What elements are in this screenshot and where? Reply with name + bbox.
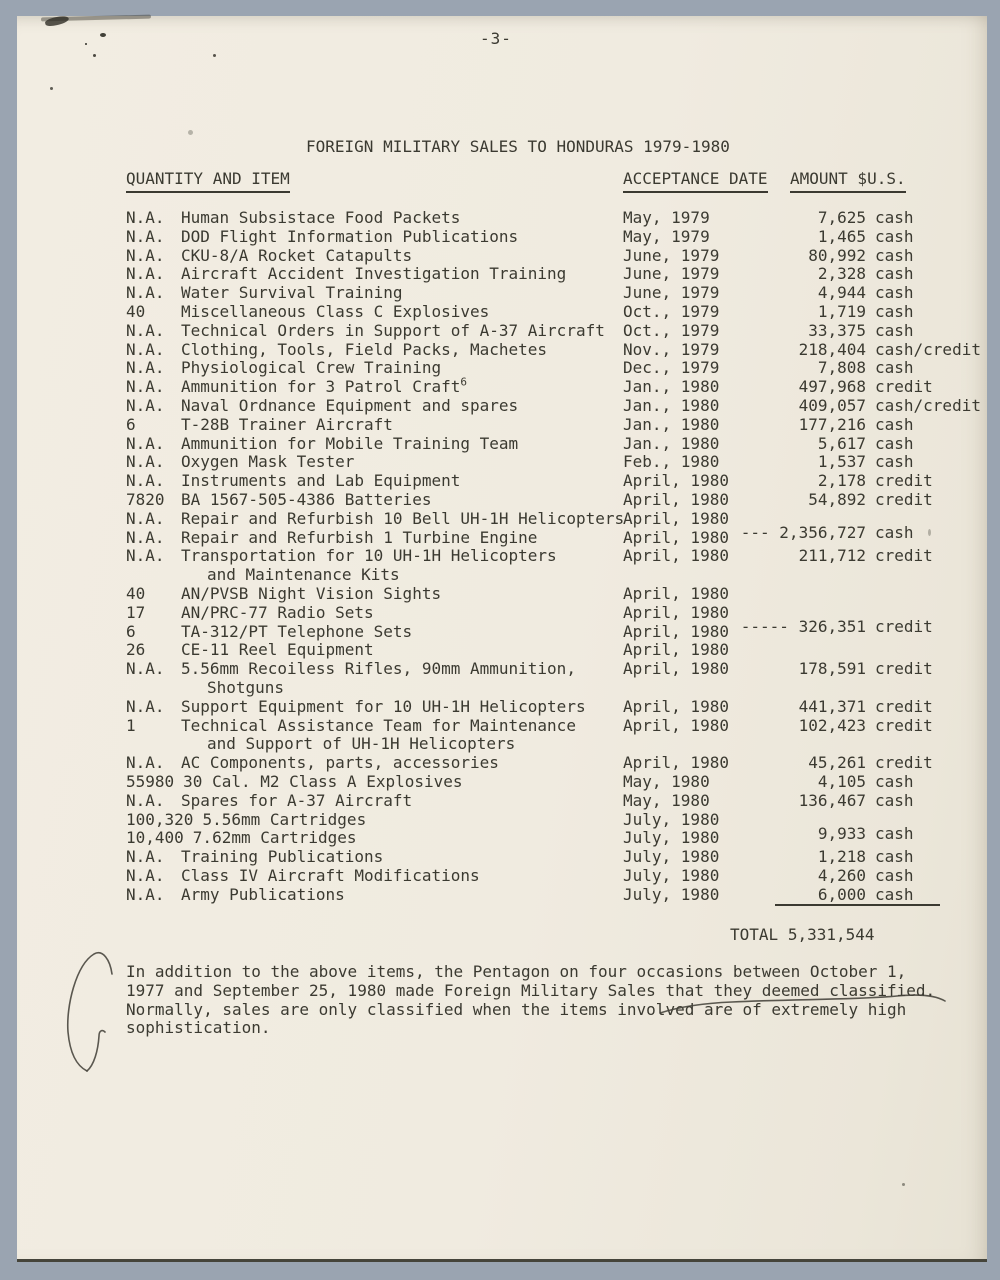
item-description: BA 1567-505-4386 Batteries: [181, 489, 432, 509]
quantity-value: N.A.: [126, 433, 165, 453]
quantity-item-cell: [126, 585, 441, 604]
table-row: [17, 886, 987, 905]
column-header-quantity-item: QUANTITY AND ITEM: [126, 169, 290, 193]
table-row-continuation: [17, 735, 987, 754]
acceptance-date-value: April, 1980: [623, 602, 729, 622]
table-row: [17, 341, 987, 360]
quantity-value: N.A.: [126, 790, 165, 810]
acceptance-date-value: April, 1980: [623, 583, 729, 603]
item-description: Support Equipment for 10 UH-1H Helicopters: [181, 696, 586, 716]
quantity-value: N.A.: [126, 659, 165, 679]
quantity-item-cell: [126, 491, 431, 510]
table-row: [17, 228, 987, 247]
table-row: [17, 397, 987, 416]
acceptance-date-value: Oct., 1979: [623, 301, 720, 321]
item-continuation-text: and Support of UH-1H Helicopters: [207, 734, 516, 754]
acceptance-date-value: Jan., 1980: [623, 377, 720, 397]
amount-value: 7,808: [817, 358, 866, 378]
acceptance-date-value: April, 1980: [623, 546, 729, 566]
amount-value: 45,261: [808, 753, 866, 773]
item-description: Miscellaneous Class C Explosives: [181, 301, 490, 321]
document-page: [17, 16, 987, 1262]
table-row: [17, 867, 987, 886]
quantity-item-cell: [126, 322, 605, 341]
item-description: TA-312/PT Telephone Sets: [181, 621, 413, 641]
payment-type: cash: [875, 790, 914, 810]
acceptance-date-value: Oct., 1979: [623, 320, 720, 340]
acceptance-date-value: April, 1980: [623, 753, 729, 773]
quantity-value: N.A.: [126, 377, 165, 397]
amount-value: 33,375: [808, 320, 866, 340]
table-row-continuation: [17, 679, 987, 698]
acceptance-date-value: April, 1980: [623, 527, 729, 547]
ink-speck: [213, 54, 216, 57]
quantity-value: 26: [126, 640, 146, 660]
payment-type: credit: [875, 377, 933, 397]
table-row: [17, 209, 987, 228]
note-line: sophistication.: [126, 1018, 271, 1038]
quantity-value: 10,400: [126, 828, 184, 848]
item-description: Instruments and Lab Equipment: [181, 471, 461, 491]
table-row-continuation: [17, 566, 987, 585]
item-description: Naval Ordnance Equipment and spares: [181, 395, 519, 415]
acceptance-date-value: July, 1980: [623, 865, 720, 885]
ink-speck: [188, 130, 193, 135]
quantity-value: N.A.: [126, 696, 165, 716]
payment-type: cash: [875, 358, 914, 378]
quantity-value: 100,320: [126, 809, 194, 829]
amount-value: 136,467: [798, 790, 866, 810]
payment-type: cash: [875, 283, 914, 303]
handwritten-margin-bracket-tail: [87, 1031, 105, 1071]
payment-type: cash: [875, 523, 914, 543]
item-description: Repair and Refurbish 10 Bell UH-1H Helicopters: [181, 508, 625, 528]
quantity-value: N.A.: [126, 283, 165, 303]
table-row: [17, 660, 987, 679]
item-description: Technical Assistance Team for Maintenance: [181, 715, 576, 735]
table-row: [17, 375, 987, 397]
quantity-value: N.A.: [126, 358, 165, 378]
acceptance-date-value: Dec., 1979: [623, 358, 720, 378]
acceptance-date-value: June, 1979: [623, 283, 720, 303]
item-description: 30 Cal. M2 Class A Explosives: [183, 771, 463, 791]
quantity-value: N.A.: [126, 471, 165, 491]
acceptance-date-value: April, 1980: [623, 659, 729, 679]
table-row: [17, 247, 987, 266]
payment-type: cash: [875, 771, 914, 791]
amount-value: 9,933: [817, 824, 866, 843]
amount-value: ----- 326,351: [740, 617, 866, 637]
quantity-item-cell: [126, 375, 467, 397]
quantity-value: N.A.: [126, 508, 165, 528]
quantity-item-cell: [126, 397, 518, 416]
total-line: [730, 925, 875, 944]
amount-value: 4,105: [817, 771, 866, 791]
table-row: [17, 491, 987, 510]
amount-value: 211,712: [798, 546, 866, 566]
quantity-value: 1: [126, 715, 136, 735]
acceptance-date-value: Jan., 1980: [623, 414, 720, 434]
table-row: [17, 717, 987, 736]
quantity-item-cell: [126, 303, 489, 322]
quantity-value: 6: [126, 621, 136, 641]
amount-value: 2,178: [817, 471, 866, 491]
amount-value: 178,591: [798, 659, 866, 679]
item-description: Technical Orders in Support of A-37 Aircraft: [181, 320, 605, 340]
table-row: [17, 585, 987, 604]
payment-type: credit: [875, 696, 933, 716]
quantity-value: N.A.: [126, 753, 165, 773]
grouped-amount: [17, 825, 987, 844]
quantity-item-cell: [126, 886, 345, 905]
ink-speck: [85, 43, 87, 45]
item-description: Ammunition for Mobile Training Team: [181, 433, 519, 453]
payment-type: cash: [875, 865, 914, 885]
table-row: [17, 698, 987, 717]
item-description: Physiological Crew Training: [181, 358, 442, 378]
quantity-value: 55980: [126, 771, 175, 791]
quantity-item-cell: [126, 228, 518, 247]
payment-type: cash: [875, 245, 914, 265]
table-row: [17, 435, 987, 454]
payment-type: credit: [875, 715, 933, 735]
amount-value: 5,617: [817, 433, 866, 453]
item-description: Water Survival Training: [181, 283, 403, 303]
item-description: Oxygen Mask Tester: [181, 452, 355, 472]
acceptance-date-value: May, 1979: [623, 208, 710, 227]
item-description: AN/PVSB Night Vision Sights: [181, 583, 442, 603]
note-line: In addition to the above items, the Pentagon on four occasions between October 1,: [126, 962, 907, 981]
amount-value: 1,537: [817, 452, 866, 472]
quantity-value: N.A.: [126, 208, 165, 227]
quantity-item-cell: [126, 867, 480, 886]
payment-type: cash/credit: [875, 339, 981, 359]
amount-value: 4,260: [817, 865, 866, 885]
amount-value: 409,057: [798, 395, 866, 415]
payment-type: credit: [875, 471, 933, 491]
acceptance-date-value: April, 1980: [623, 621, 729, 641]
table-row: [17, 754, 987, 773]
payment-type: cash: [875, 847, 914, 867]
amount-value: 177,216: [798, 414, 866, 434]
quantity-item-cell: [126, 754, 499, 773]
amount-value: 1,218: [817, 847, 866, 867]
quantity-item-cell: [126, 341, 547, 360]
table-row: [17, 472, 987, 491]
acceptance-date-value: June, 1979: [623, 264, 720, 284]
item-description: Training Publications: [181, 847, 384, 867]
acceptance-date-value: April, 1980: [623, 640, 729, 660]
item-description: Transportation for 10 UH-1H Helicopters: [181, 546, 557, 566]
payment-type: cash: [875, 452, 914, 472]
total-value: 5,331,544: [787, 925, 875, 944]
payment-type: cash: [875, 226, 914, 246]
total-label: TOTAL: [730, 925, 779, 944]
item-continuation-text: and Maintenance Kits: [207, 565, 400, 585]
amount-value: 80,992: [808, 245, 866, 265]
amount-value: 441,371: [798, 696, 866, 716]
item-description: Ammunition for 3 Patrol Craft$^6$: [181, 375, 467, 397]
item-description: Aircraft Accident Investigation Training: [181, 264, 567, 284]
payment-type: cash: [875, 884, 914, 904]
note-line: 1977 and September 25, 1980 made Foreign Military Sales that they deemed classified.: [126, 980, 936, 1000]
table-row: [17, 773, 987, 792]
acceptance-date-value: Nov., 1979: [623, 339, 720, 359]
payment-type: cash: [875, 320, 914, 340]
quantity-value: 7820: [126, 489, 165, 509]
payment-type: cash: [875, 824, 914, 843]
amount-value: 218,404: [798, 339, 866, 359]
table-row: [17, 848, 987, 867]
item-description: AN/PRC-77 Radio Sets: [181, 602, 374, 622]
amount-value: 6,000: [817, 884, 866, 904]
amount-value: 1,465: [817, 226, 866, 246]
page-title: FOREIGN MILITARY SALES TO HONDURAS 1979-1980: [306, 137, 730, 156]
quantity-value: N.A.: [126, 264, 165, 284]
quantity-item-cell: [126, 641, 374, 660]
item-continuation-text: Shotguns: [207, 677, 285, 697]
quantity-item-cell: [126, 660, 576, 679]
quantity-value: 40: [126, 583, 146, 603]
acceptance-date-value: May, 1980: [623, 790, 710, 810]
footnote-reference: 6: [460, 375, 467, 389]
amount-value: --- 2,356,727: [740, 523, 866, 543]
quantity-item-cell: [126, 284, 403, 303]
quantity-item-cell: [126, 848, 383, 867]
table-row: [17, 303, 987, 322]
acceptance-date-value: April, 1980: [623, 715, 729, 735]
table-row: [17, 322, 987, 341]
payment-type: cash: [875, 264, 914, 284]
payment-type: credit: [875, 753, 933, 773]
payment-type: credit: [875, 489, 933, 509]
quantity-item-cell: [126, 547, 557, 566]
quantity-item-cell: [126, 792, 412, 811]
note-line: Normally, sales are only classified when the items involved are of extremely high: [126, 999, 907, 1019]
table-row: [17, 641, 987, 660]
payment-type: cash: [875, 433, 914, 453]
item-description: Army Publications: [181, 884, 345, 904]
amount-value: 497,968: [798, 377, 866, 397]
grouped-amount: [17, 524, 987, 543]
acceptance-date-value: April, 1980: [623, 508, 729, 528]
quantity-item-cell: [126, 416, 393, 435]
payment-type: credit: [875, 659, 933, 679]
quantity-item-cell: [126, 717, 576, 736]
item-description: Spares for A-37 Aircraft: [181, 790, 413, 810]
note-paragraph: [126, 963, 935, 1038]
column-header-amount: AMOUNT $U.S.: [790, 169, 906, 193]
quantity-item-cell: [126, 698, 586, 717]
quantity-value: N.A.: [126, 452, 165, 472]
acceptance-date-value: April, 1980: [623, 471, 729, 491]
acceptance-date-value: May, 1979: [623, 226, 710, 246]
amount-column-rule: [775, 904, 940, 906]
item-description: CE-11 Reel Equipment: [181, 640, 374, 660]
acceptance-date-value: Jan., 1980: [623, 395, 720, 415]
page-number: -3-: [480, 29, 512, 48]
item-description: 7.62mm Cartridges: [192, 828, 357, 848]
ink-speck: [50, 87, 53, 90]
acceptance-date-value: May, 1980: [623, 771, 710, 791]
acceptance-date-value: April, 1980: [623, 696, 729, 716]
payment-type: cash: [875, 301, 914, 321]
quantity-value: N.A.: [126, 339, 165, 359]
ink-speck: [93, 54, 96, 57]
payment-type: credit: [875, 546, 933, 566]
quantity-item-cell: [126, 773, 463, 792]
item-description: Class IV Aircraft Modifications: [181, 865, 480, 885]
table-row: [17, 265, 987, 284]
acceptance-date-value: June, 1979: [623, 245, 720, 265]
quantity-item-cell: [126, 209, 460, 228]
quantity-value: 40: [126, 301, 146, 321]
quantity-item-cell: [126, 247, 412, 266]
column-header-acceptance-date: ACCEPTANCE DATE: [623, 169, 768, 193]
quantity-value: N.A.: [126, 245, 165, 265]
item-description: CKU-8/A Rocket Catapults: [181, 245, 413, 265]
amount-value: 7,625: [817, 208, 866, 227]
quantity-value: 6: [126, 414, 136, 434]
item-description: T-28B Trainer Aircraft: [181, 414, 393, 434]
acceptance-date-value: July, 1980: [623, 884, 720, 904]
quantity-item-cell: [126, 265, 566, 284]
item-description: Clothing, Tools, Field Packs, Machetes: [181, 339, 548, 359]
acceptance-date-value: July, 1980: [623, 847, 720, 867]
item-description: 5.56mm Cartridges: [202, 809, 367, 829]
sales-table: [17, 209, 987, 904]
quantity-item-cell: [126, 435, 518, 454]
quantity-item-cell: [126, 472, 460, 491]
item-description: Human Subsistace Food Packets: [181, 208, 461, 227]
payment-type: cash: [875, 414, 914, 434]
acceptance-date-value: Jan., 1980: [623, 433, 720, 453]
acceptance-date-value: April, 1980: [623, 489, 729, 509]
quantity-item-cell: [126, 359, 441, 378]
grouped-amount: [17, 618, 987, 637]
quantity-value: N.A.: [126, 320, 165, 340]
ink-speck: [100, 33, 106, 37]
amount-value: 4,944: [817, 283, 866, 303]
quantity-value: N.A.: [126, 527, 165, 547]
item-description: 5.56mm Recoiless Rifles, 90mm Ammunition,: [181, 659, 576, 679]
quantity-value: N.A.: [126, 884, 165, 904]
payment-type: credit: [875, 617, 933, 637]
quantity-item-cell: [126, 453, 354, 472]
table-row: [17, 792, 987, 811]
item-description: Repair and Refurbish 1 Turbine Engine: [181, 527, 538, 547]
amount-value: 54,892: [808, 489, 866, 509]
amount-value: 2,328: [817, 264, 866, 284]
quantity-value: N.A.: [126, 546, 165, 566]
quantity-value: N.A.: [126, 226, 165, 246]
table-row: [17, 453, 987, 472]
amount-value: 1,719: [817, 301, 866, 321]
table-row: [17, 547, 987, 566]
acceptance-date-value: July, 1980: [623, 809, 720, 829]
table-row: [17, 359, 987, 378]
quantity-value: N.A.: [126, 865, 165, 885]
acceptance-date-value: July, 1980: [623, 828, 720, 848]
item-description: AC Components, parts, accessories: [181, 753, 499, 773]
table-row: [17, 416, 987, 435]
quantity-value: 17: [126, 602, 146, 622]
payment-type: cash/credit: [875, 395, 981, 415]
quantity-value: N.A.: [126, 395, 165, 415]
acceptance-date-value: Feb., 1980: [623, 452, 720, 472]
amount-value: 102,423: [798, 715, 866, 735]
item-description: DOD Flight Information Publications: [181, 226, 519, 246]
table-row: [17, 284, 987, 303]
handwritten-margin-bracket: [68, 953, 112, 1071]
ink-speck: [902, 1183, 905, 1186]
payment-type: cash: [875, 208, 914, 227]
quantity-value: N.A.: [126, 847, 165, 867]
